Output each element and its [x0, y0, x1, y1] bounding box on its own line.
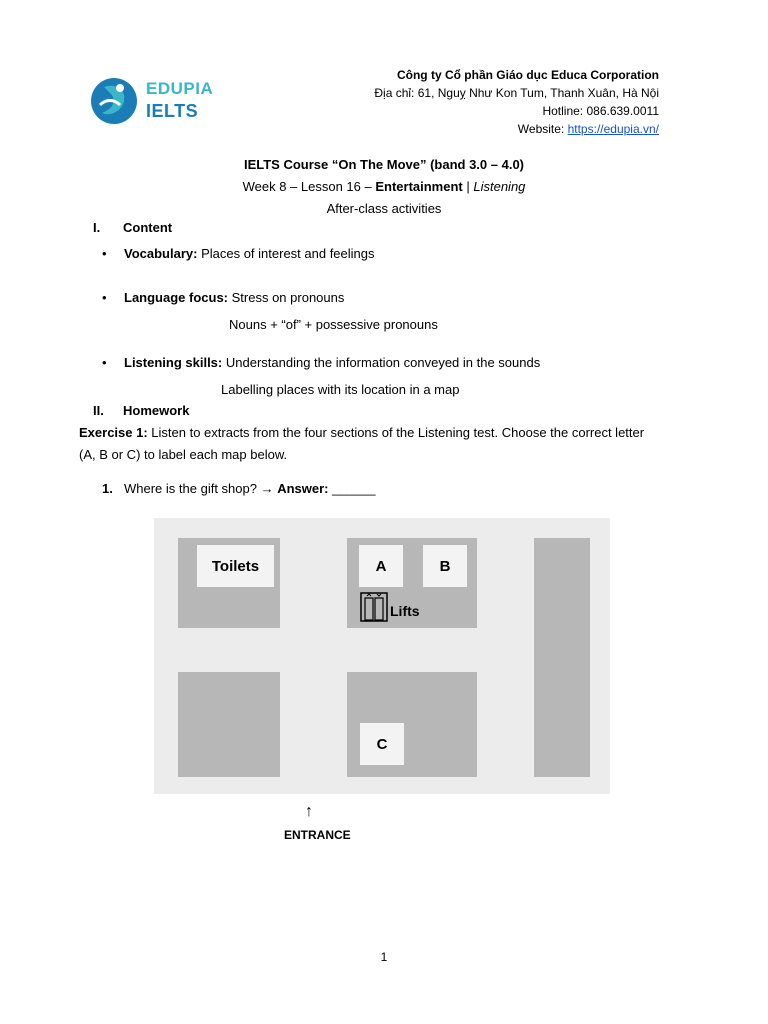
listen-text-2: Labelling places with its location in a map [221, 382, 460, 397]
company-address: Địa chỉ: 61, Nguỵ Như Kon Tum, Thanh Xuân, Hà Nội [374, 86, 659, 100]
exercise-line-1 [79, 422, 699, 444]
bullet-vocabulary [102, 246, 375, 261]
exercise-label: Exercise 1: [79, 425, 148, 440]
bullet-language-focus [102, 290, 344, 305]
lang-text-2: Nouns + “of” + possessive pronouns [229, 317, 438, 332]
entrance-label: ENTRANCE [284, 828, 351, 842]
question-1 [102, 478, 375, 500]
section-roman-2: II. [93, 403, 104, 418]
company-hotline: Hotline: 086.639.0011 [542, 104, 659, 118]
page-number: 1 [380, 950, 388, 964]
bullet-listening-skills [102, 355, 540, 370]
course-title: IELTS Course “On The Move” (band 3.0 – 4.0) [243, 157, 525, 172]
logo-line2: IELTS [146, 101, 199, 121]
website-link[interactable]: https://edupia.vn/ [567, 122, 659, 136]
elevator-icon [360, 592, 388, 622]
company-name: Công ty Cổ phần Giáo dục Educa Corporation [396, 68, 659, 82]
week-prefix: Week 8 – Lesson 16 – [242, 179, 376, 194]
section-roman-1: I. [93, 220, 101, 235]
entrance-arrow-icon: ↑ [305, 803, 313, 820]
vocab-text: Places of interest and feelings [197, 246, 375, 261]
exercise-instructions [79, 422, 699, 466]
bullet-dot: • [102, 246, 107, 261]
map-label-b: B [423, 545, 467, 587]
lesson-topic: Entertainment [375, 179, 463, 194]
floor-map [154, 518, 610, 794]
website-label: Website: [517, 122, 568, 136]
map-label-toilets: Toilets [197, 545, 274, 587]
logo-line1: EDUPIA [146, 79, 214, 98]
logo-text [146, 78, 213, 122]
bullet-dot: • [102, 355, 107, 370]
section-content-heading [93, 220, 172, 235]
section-title-2: Homework [123, 403, 190, 418]
question-text: Where is the gift shop? → [124, 481, 278, 496]
exercise-text: Listen to extracts from the four sections of the Listening test. Choose the correct letter [147, 425, 645, 440]
map-label-lifts: Lifts [390, 603, 420, 619]
map-label-c: C [360, 723, 404, 765]
vocab-label: Vocabulary: [124, 246, 198, 261]
lesson-title [0, 154, 768, 220]
map-block-bottom-left [178, 672, 280, 777]
map-label-a: A [359, 545, 403, 587]
listen-label: Listening skills: [124, 355, 223, 370]
listen-text: Understanding the information conveyed in the sounds [222, 355, 541, 370]
lesson-line [0, 176, 768, 198]
company-website [374, 120, 659, 138]
title-separator: | [462, 179, 474, 194]
question-number: 1. [102, 481, 113, 496]
company-header [374, 66, 659, 138]
map-block-right [534, 538, 590, 777]
map-lifts [360, 592, 420, 622]
bullet-dot: • [102, 290, 107, 305]
lesson-skill: Listening [473, 179, 526, 194]
lang-label: Language focus: [124, 290, 229, 305]
answer-blank: ______ [328, 481, 376, 496]
activity-line: After-class activities [326, 201, 442, 216]
answer-label: Answer: [277, 481, 329, 496]
section-homework-heading [93, 403, 189, 418]
section-title-1: Content [123, 220, 173, 235]
exercise-line-2: (A, B or C) to label each map below. [79, 447, 288, 462]
lang-text: Stress on pronouns [228, 290, 345, 305]
